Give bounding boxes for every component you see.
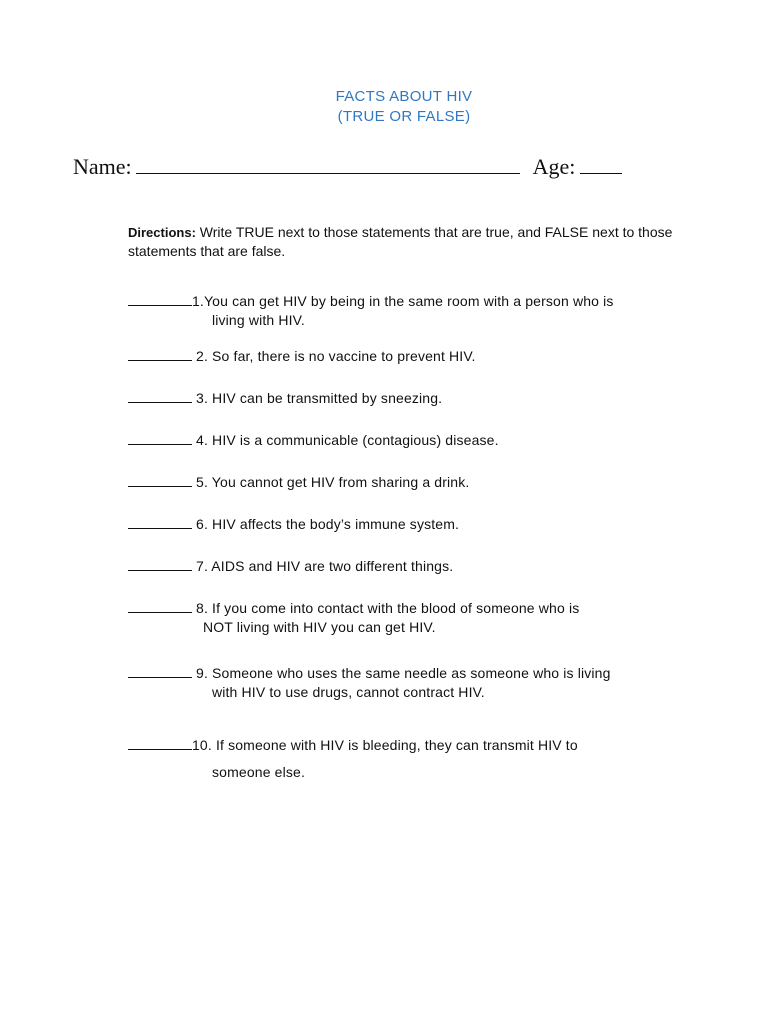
question-2 — [128, 346, 688, 366]
answer-blank-8[interactable] — [128, 598, 192, 613]
question-6-text: 6. HIV affects the body’s immune system. — [196, 516, 460, 532]
question-9-text-cont: with HIV to use drugs, cannot contract HIV. — [212, 684, 485, 700]
name-label: Name: — [73, 154, 132, 179]
directions-text: Write TRUE next to those statements that are true, and FALSE next to those statements that are false. — [128, 224, 673, 259]
name-blank[interactable] — [136, 153, 520, 174]
answer-blank-4[interactable] — [128, 430, 192, 445]
age-label: Age: — [532, 154, 576, 179]
question-4 — [128, 430, 688, 450]
question-10-text-cont: someone else. — [212, 764, 306, 780]
directions-label: Directions: — [128, 225, 196, 240]
answer-blank-6[interactable] — [128, 514, 192, 529]
answer-blank-5[interactable] — [128, 472, 192, 487]
question-5 — [128, 472, 688, 492]
question-8-text-cont: NOT living with HIV you can get HIV. — [203, 619, 436, 635]
question-9 — [128, 663, 688, 702]
question-8 — [128, 598, 688, 637]
question-9-text: 9. Someone who uses the same needle as someone who is living — [196, 665, 611, 681]
directions — [128, 223, 688, 261]
question-8-text: 8. If you come into contact with the blood of someone who is — [196, 600, 580, 616]
question-4-text: 4. HIV is a communicable (contagious) disease. — [196, 432, 499, 448]
worksheet-subtitle: (TRUE OR FALSE) — [337, 108, 471, 125]
answer-blank-9[interactable] — [128, 663, 192, 678]
answer-blank-2[interactable] — [128, 346, 192, 361]
question-7 — [128, 556, 688, 576]
question-6 — [128, 514, 688, 534]
question-3-text: 3. HIV can be transmitted by sneezing. — [196, 390, 443, 406]
question-1 — [128, 291, 688, 330]
question-7-text: 7. AIDS and HIV are two different things. — [196, 558, 454, 574]
answer-blank-3[interactable] — [128, 388, 192, 403]
question-10 — [128, 735, 688, 782]
answer-blank-7[interactable] — [128, 556, 192, 571]
question-1-text-cont: living with HIV. — [212, 312, 305, 328]
question-10-text: 10. If someone with HIV is bleeding, they can transmit HIV to — [192, 737, 578, 753]
worksheet-title: FACTS ABOUT HIV — [335, 88, 473, 105]
answer-blank-1[interactable] — [128, 291, 192, 306]
age-blank[interactable] — [580, 153, 622, 174]
question-5-text: 5. You cannot get HIV from sharing a drink. — [196, 474, 470, 490]
question-1-text: 1.You can get HIV by being in the same room with a person who is — [192, 293, 614, 309]
question-2-text: 2. So far, there is no vaccine to prevent HIV. — [196, 348, 476, 364]
answer-blank-10[interactable] — [128, 735, 192, 750]
question-3 — [128, 388, 688, 408]
name-age-row — [73, 153, 622, 181]
